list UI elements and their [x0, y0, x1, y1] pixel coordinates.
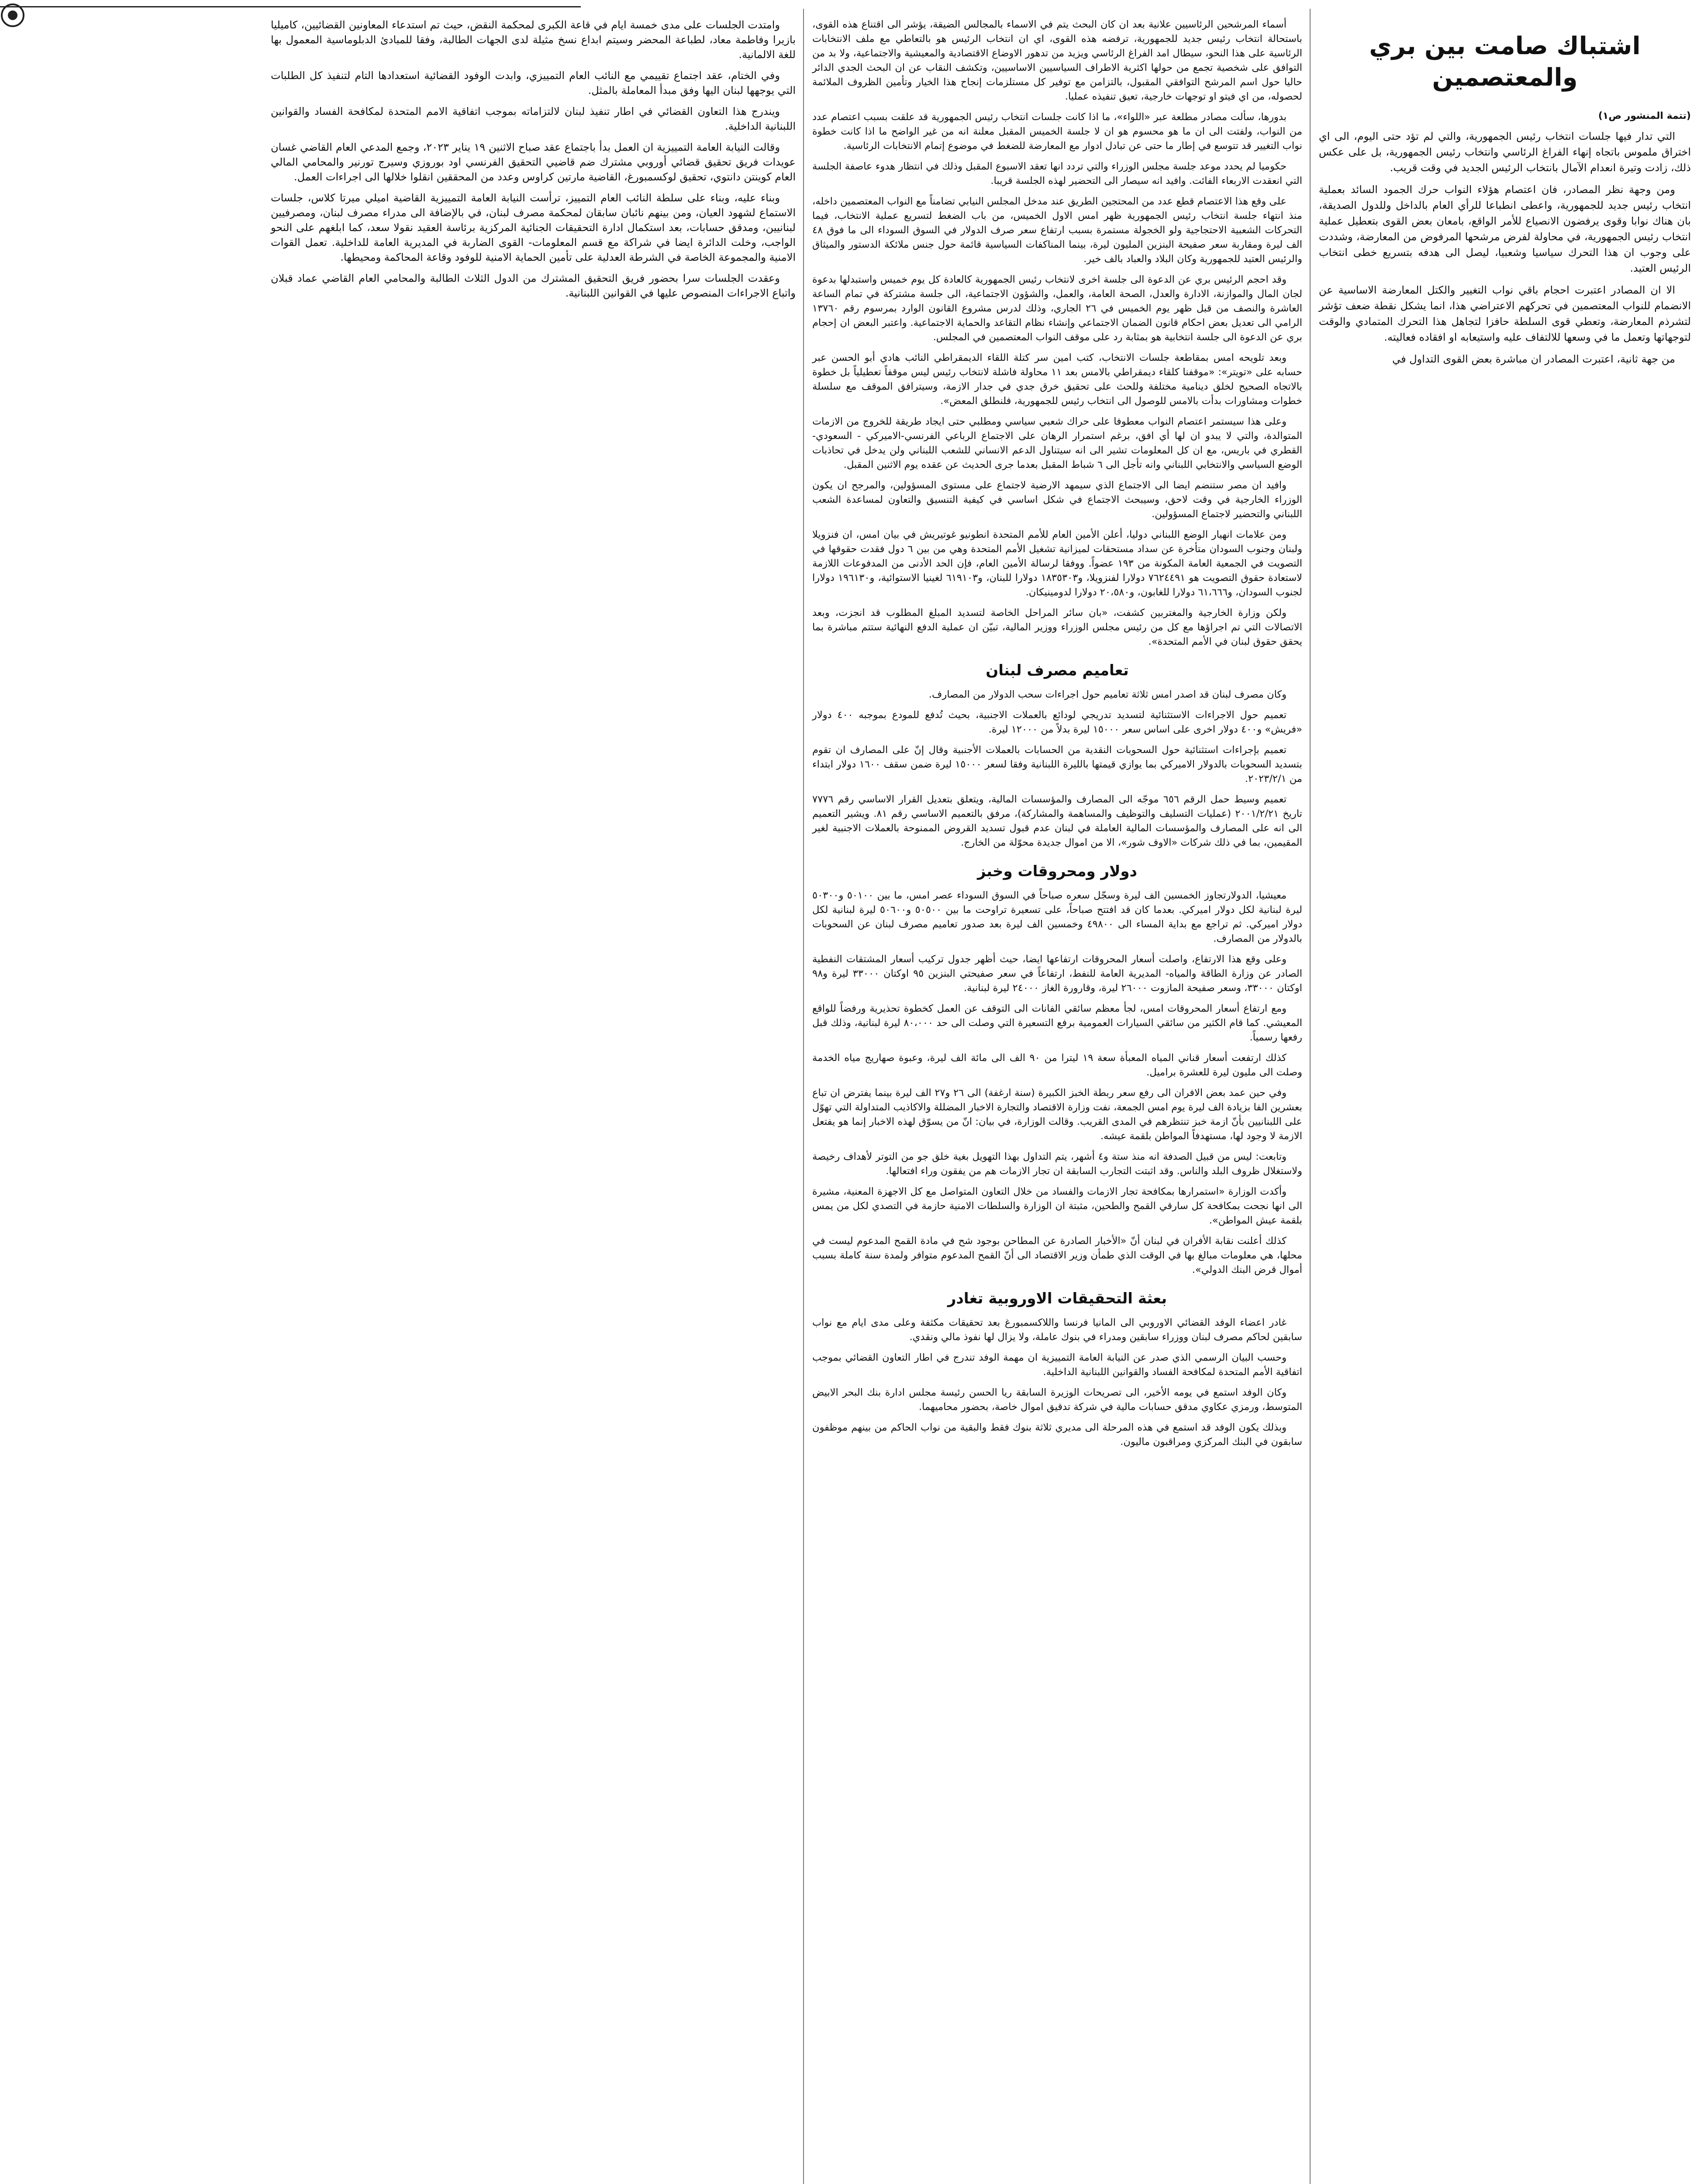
body-paragraph: على وقع هذا الاعتصام قطع عدد من المحتجين الطريق عند مدخل المجلس النيابي تضامناً مع النواب المعتصمين داخله، منذ انتهاء جلسة انتخاب رئيس الجمهورية ظهر امس الاول الخميس، من باب الضغط لتسريع عملية الانتخاب، فيما التحركات الشعبية الاحتجاجية ولو الخجولة مستمرة بسبب ارتفاع سعر صرف الدولار في السوق السوداء الى ما فوق ٤٨ الف ليرة ومقاربة سعر صفيحة البنزين المليون ليرة، بينما المناكفات السياسية قائمة حول جنس ملائكة الدستور والميثاق والرئيس العتيد للجمهورية وكان البلاد والعباد بالف خير. [812, 196, 1302, 265]
column-continuation [265, 17, 802, 2184]
body-paragraph: وكان الوفد استمع في يومه الأخير، الى تصريحات الوزيرة السابقة ريا الحسن رئيسة مجلس ادارة بنك البحر الابيض المتوسط، ورمزي عكاوي مدقق حسابات مالية في شركة تدقيق اموال خاصة، بحضور محاميهما. [812, 1387, 1302, 1413]
body-paragraph: وعلى هذا سيستمر اعتصام النواب معطوفا على حراك شعبي سياسي ومطلبي حتى ايجاد طريقة للخروج من الازمات المتوالدة، والتي لا يبدو ان لها أي افق، برغم استمرار الرهان على الاجتماع الرباعي الفرنسي-الاميركي - السعودي- القطري في باريس، مع ان كل المعلومات تشير الى انه سيتناول الدعم الانساني للشعب اللبناني ولن يدخل في تحاذبات الوضع السياسي والانتخابي اللبناني وانه تأجل الى ٦ شباط المقبل بعدما جرى الحديث عن عقده يوم الاثنين المقبل. [812, 416, 1302, 470]
lead-paragraph: ومن وجهة نظر المصادر، فان اعتصام هؤلاء النواب حرك الجمود السائد بعملية انتخاب رئيس جديد للجمهورية، واعطى انطباعا للرأي العام بالداخل وللدول الصديقة، بان هناك نوابا وقوى يرفضون الانصياع للأمر الواقع، بامعان بعض القوى بتعطيل عملية انتخاب رئيس الجمهورية، في محاولة لفرض مرشحها المرفوض من المعارضة، وشددت على وجوب ان هذا التحرك سياسيا وشعبيا، ليصل الى هدفه بتسريع خطى انتخاب الرئيس العتيد. [1319, 183, 1691, 274]
body-paragraph: حكوميا لم يحدد موعد جلسة مجلس الوزراء والتي تردد انها تعقد الاسبوع المقبل وذلك في انتظار هدوء عاصفة الجلسة التي انعقدت الاربعاء الفائت. وافيد انه سيصار الى التحضير لهذه الجلسة قريبا. [812, 161, 1302, 187]
body-paragraph: ومع ارتفاع أسعار المحروقات امس، لجأ معظم سائقي الفانات الى التوقف عن العمل كخطوة تحذيرية ورفضاً للواقع المعيشي. كما قام الكثير من سائقي السيارات العمومية برفع التسعيرة التي وصلت الى حد ٨٠،٠٠٠ ليرة لبنانية، وذلك قبل رفعها رسمياً. [812, 1003, 1302, 1043]
column-divider [1310, 9, 1311, 2184]
body-paragraph: غادر اعضاء الوفد القضائي الاوروبي الى المانيا فرنسا واللاكسمبورغ بعد تحقيقات مكثفة وعلى مدى ايام مع نواب سابقين لحاكم مصرف لبنان ووزراء سابقين ومدراء في بنوك عاملة، ولا يزال لها نفوذ مالي ونقدي. [812, 1317, 1302, 1343]
body-paragraph: تعميم بإجراءات استثنائية حول السحوبات النقدية من الحسابات بالعملات الأجنبية وقال إنّ على المصارف ان تقوم بتسديد السحوبات بالدولار الاميركي بما يوازي قيمتها بالليرة اللبنانية وفقا لسعر ١٥٠٠٠ ليرة ضمن سقف ١٦٠٠ دولار ابتداء من ٢٠٢٣/٢/١. [812, 744, 1302, 784]
column-body [806, 17, 1308, 2184]
body-paragraph: وعقدت الجلسات سرا بحضور فريق التحقيق المشترك من الدول الثلاث الطالبة والمحامي العام القاضي عماد قبلان واتباع الاجراءات المنصوص عليها في القوانين اللبنانية. [271, 272, 796, 299]
body-paragraph: وفي الختام، عقد اجتماع تقييمي مع النائب العام التمييزي، وابدت الوفود القضائية استعدادها التام لتنفيذ كل الطلبات التي يوجهها لبنان اليها وفق مبدأ المعاملة بالمثل. [271, 69, 796, 97]
body-paragraph: كذلك ارتفعت أسعار قناني المياه المعبأة سعة ١٩ ليترا من ٩٠ الف الى مائة الف ليرة، وعبوة صهاريج مياه الخدمة وصلت الى مليون ليرة للعشرة براميل. [812, 1052, 1302, 1078]
column-lead [1313, 17, 1697, 2184]
lead-paragraph: من جهة ثانية، اعتبرت المصادر ان مباشرة بعض القوى التداول في [1392, 353, 1675, 365]
body-paragraph: وتابعت: ليس من قبيل الصدفة انه منذ ستة و٤ أشهر، يتم التداول بهذا التهويل بغية خلق جو من التوتر لأهداف رخيصة ولاستغلال ظروف البلد والناس. وقد اثبتت التجارب السابقة ان تجار الازمات هم من يفقون وراء افتعالها. [812, 1151, 1302, 1177]
body-paragraph: معيشيا، الدولارتجاوز الخمسين الف ليرة وسجّل سعره صباحاً في السوق السوداء عصر امس، ما بين ٥٠١٠٠ و٥٠٣٠٠ ليرة لبنانية لكل دولار اميركي. بعدما كان قد افتتح صباحاً، على تسعيرة تراوحت ما بين ٥٠٥٠٠ و٥٠٦٠٠ ليرة لبنانية لكل دولار اميركي. ثم تراجع مع بداية المساء الى ٤٩٨٠٠ وخمسين الف ليرة بعد صدور تعاميم مصرف لبنان عن السحوبات بالدولار من المصارف. [812, 890, 1302, 944]
body-paragraph: ومن علامات انهيار الوضع اللبناني دوليا، أعلن الأمين العام للأمم المتحدة انطونيو غوتيريش في بيان امس، ان فنزويلا ولبنان وجنوب السودان متأخرة عن سداد مستحقات لميزانية تشغيل الأمم المتحدة وهي من بين ٦ دول فقدت حقوقها في التصويت في الجمعية العامة المكونة من ١٩٣ عضواً. ووفقا لرسالة الأمين العام، فإن الحد الأدنى من المدفوعات اللازمة لاستعادة حقوق التصويت هو ٧٦٢٤٤٩١ دولارا لفنزويلا، و١٨٣٥٣٠٣ دولارا للبنان، و٦١٩١٠٣ لغينيا الاستوائية، و١٩٦١٣٠ دولارا لجنوب السودان، و٦١،٦٦٦ دولارا للغابون، و٢٠،٥٨٠ دولارا لدومينيكان. [812, 529, 1302, 598]
lead-paragraph: التي تدار فيها جلسات انتخاب رئيس الجمهورية، والتي لم تؤد حتى اليوم، الى اي اختراق ملموس باتجاه إنهاء الفراغ الرئاسي وانتخاب رئيس الجمهورية، بل على عكس ذلك، زادت وتيرة انعدام الآمال بانتخاب الرئيس الجديد في وقت قريب. [1319, 130, 1691, 174]
body-paragraph: وبذلك يكون الوفد قد استمع في هذه المرحلة الى مديري ثلاثة بنوك فقط والبقية من نواب الحاكم من بينهم موظفون سابقون في البنك المركزي ومراقبون ماليون. [812, 1422, 1302, 1448]
continuation-note: (تتمة المنشور ص١) [1598, 111, 1691, 121]
body-paragraph: وفي حين عمد بعض الافران الى رفع سعر ربطة الخبز الكبيرة (سنة ارغفة) الى ٢٦ و٢٧ الف ليرة بينما يفترض ان تباع بعشرين الفا بزيادة الف ليرة يوم امس الجمعة، نفت وزارة الاقتصاد والتجارة الاخبار المضللة والاكاذيب المتداولة التي تهوّل على اللبنانيين بأنّ ازمة خبز تنتظرهم في المدى القريب. وقالت الوزارة، في بيان: انّ من يسوّق لهذه الاخبار إنما هو يفتعل الازمة لا وجود لها، مستهدفاً المواطن بلقمة عيشه. [812, 1087, 1302, 1142]
body-paragraph: وكان مصرف لبنان قد اصدر امس ثلاثة تعاميم حول اجراءات سحب الدولار من المصارف. [928, 689, 1287, 700]
column-divider [803, 9, 804, 2184]
body-paragraph: وعلى وقع هذا الارتفاع، واصلت أسعار المحروقات ارتفاعها ايضا، حيث أظهر جدول تركيب أسعار المشتقات النفطية الصادر عن وزارة الطاقة والمياه- المديرية العامة للنفط، ارتفاعاً في سعر صفيحتي البنزين ٩٥ اوكتان ٣٣٠٠٠ ليرة و٩٨ اوكتان ٣٣٠٠٠، وسعر صفيحة المازوت ٢٦٠٠٠ ليرة، وقارورة الغاز ٢٤٠٠٠ ليرة لبنانية. [812, 954, 1302, 994]
body-paragraph: وقالت النيابة العامة التمييزية ان العمل بدأ باجتماع عقد صباح الاثنين ١٩ يناير ٢٠٢٣، وجمع المدعي العام القاضي غسان عويدات فريق تحقيق قضائي أوروبي مشترك ضم قاضيي التحقيق الفرنسي اود بوروزي وسيرج تورنير والمحامي المالي العام كوينتن دانتوي، تحقيق لوكسمبورغ، القاضية مارتين كراوس وعدد من المحققين انقلوا خلالها الى اجراءات العمل. [271, 141, 796, 183]
body-paragraph: وحسب البيان الرسمي الذي صدر عن النيابة العامة التمييزية ان مهمة الوفد تندرج في اطار التعاون القضائي بموجب اتفاقية الأمم المتحدة لمكافحة الفساد والقوانين اللبنانية الداخلية. [812, 1352, 1302, 1378]
subheading: دولار ومحروقات وخبز [977, 863, 1137, 880]
body-paragraph: وافيد ان مصر ستنضم ايضا الى الاجتماع الذي سيمهد الارضية لاجتماع على مستوى المسؤولين، والمرجح ان يكون الوزراء الخارجية في وقت لاحق، وسيبحث الاجتماع في شكل اساسي في كيفية التنسيق والتعاون لمساعدة الشعب اللبناني والتحضير لاجتماع المسؤولين. [812, 480, 1302, 520]
body-paragraph: ولكن وزارة الخارجية والمغتربين كشفت، «بان سائر المراحل الخاصة لتسديد المبلغ المطلوب قد انجزت، وبعد الاتصالات التي تم اجراؤها مع كل من رئيس مجلس الوزراء ووزير المالية، تبيّن ان عملية الدفع النهائية ستتم مباشرة بما يحقق حقوق لبنان في الأمم المتحدة». [812, 607, 1302, 647]
article-headline: اشتباك صامت بين بري والمعتصمين [1369, 32, 1641, 92]
body-paragraph: بدورها، سألت مصادر مطلعة عبر «اللواء»، ما اذا كانت جلسات انتخاب رئيس الجمهورية قد علقت بسبب اعتصام عدد من النواب، ولفتت الى ان ما هو محسوم هو ان لا جلسة الخميس المقبل معلنة انه من غير الواضح ما اذا كانت خطوة نواب التغيير قد تتوسع في إطار ما حتى عن تبادل ادوار مع المعارضة للضغط في موضوع إتمام الانتخابات الرئاسية. [812, 111, 1302, 152]
body-paragraph: تعميم وسيط حمل الرقم ٦٥٦ موجّه الى المصارف والمؤسسات المالية، ويتعلق بتعديل القرار الاساسي رقم ٧٧٧٦ تاريخ ٢٠٠١/٢/٢١ (عمليات التسليف والتوظيف والمساهمة والمشاركة)، مرفق بالتعميم الاساسي رقم ٨١. ويشير التعميم الى انه على المصارف والمؤسسات المالية العاملة في لبنان عدم قبول تسديد القروض الممنوحة بالعملات الاجنبية لغير المقيمين، بما في ذلك شركات «الاوف شور»، الا من اموال جديدة محوّلة من الخارج. [812, 794, 1303, 848]
lead-paragraph: الا ان المصادر اعتبرت احجام باقي نواب التغيير والكتل المعارضة الاساسية عن الانضمام للنواب المعتصمين في تحركهم الاعتراضي هذا، انما يشكل نقطة ضعف تؤشر لتشرذم المعارضة، وتعطي قوى السلطة حافزا لتجاهل هذا التحرك المتمادي والوقت لتوجهاتها وتعمل ما في وسعها للالتفاف عليه واستيعابه او افقاده فعاليته. [1319, 284, 1691, 343]
body-paragraph: وقد احجم الرئيس بري عن الدعوة الى جلسة اخرى لانتخاب رئيس الجمهورية كالعادة كل يوم خميس واستبدلها بدعوة لجان المال والموازنة، الادارة والعدل، الصحة العامة، والعمل، والشؤون الاجتماعية، الى جلسة مشتركة في تمام الساعة العاشرة والنصف من قبل ظهر يوم الخميس في ٢٦ الجاري، وذلك لدرس مشروع القانون الوارد بمرسوم رقم ١٣٧٦٠ الرامي الى تعديل بعض احكام قانون الضمان الاجتماعي وإنشاء نظام التقاعد والحماية الاجتماعية. واعتبر البعض ان إحجام بري عن الدعوة الى جلسة انتخابية هو بمثابة رد على موقف النواب المعتصمين في المجلس. [812, 274, 1302, 343]
body-paragraph: أسماء المرشحين الرئاسيين علانية بعد ان كان البحث يتم في الاسماء بالمجالس الضيقة، يؤشر الى اقتناع هذه القوى، باستحالة انتخاب رئيس جديد للجمهورية، ترفضه هذه القوى، اي ان انتخاب الرئيس هو بالتعاطي مع ملف الانتخابات الرئاسية على هذا النحو، سيطال امد الفراغ الرئاسي ويزيد من تدهور الاوضاع الاقتصادية والمعيشية والاجتماعية، ولا بد من التوافق على شخصية تجمع من حولها اكثرية الاطراف السياسيين الاساسيين، وتكشف النقاب عن ان البحث الجدي الدائر حاليا حول اسم المرشح التوافقي المقبول، بالتزامن مع توفير كل مستلزمات إنجاح هذا الخيار وتأمين الظروف الملائمة لحصوله، من اي فيتو او توجهات خارجية، تعيق تنفيذه عمليا. [812, 19, 1302, 102]
body-paragraph: وأكدت الوزارة «استمرارها بمكافحة تجار الازمات والفساد من خلال التعاون المتواصل مع كل الاجهزة المعنية، مشيرة الى انها نجحت بمكافحة كل سارقي القمح والطحين، مثبتة ان الوزارة والسلطات الامنية حازمة في التصدي لكل من يمس بلقمة عيش المواطن». [812, 1186, 1302, 1226]
body-paragraph: وامتدت الجلسات على مدى خمسة ايام في قاعة الكبرى لمحكمة النقض، حيث تم استدعاء المعاونين القضائيين، كاميليا بازيرا وفاطمة معاد، لطباعة المحضر وسيتم ابداع نسخ مثيلة لدى الجهات الطالبة، وفقا للمبادئ الدبلوماسية المعمول بها للغة الالمانية. [271, 19, 796, 61]
publication-logo-icon [1, 3, 24, 27]
subheading: تعاميم مصرف لبنان [986, 662, 1129, 679]
body-paragraph: وبناء عليه، وبناء على سلطة النائب العام التمييز، ترأست النيابة العامة التمييزية القاضية اميلي ميرتا كلاس، جلسات الاستماع لشهود العيان، ومن بينهم نائبان سابقان لمحكمة مصرف لبنان، في بالإضافة الى مدراء مصرف لبنان، ومصرفيين لبنانيين، ومدقق حسابات، بعد استكمال ادارة التحقيقات الجنائية المركزية برئاسة العقيد نقولا سعد، كما ابلغهم على النحو الواجب، وخلت الدائرة ايضا في شراكة مع قسم المعلومات- القوى الضاربة في المديرية العامة للداخلية. تعمل القوات الامنية والمجموعة الخاصة في الشرطة العدلية على تأمين الحماية الامنية للوفود وقاعة المحاكمة ومحيطها. [271, 192, 796, 263]
body-paragraph: ويندرج هذا التعاون القضائي في اطار تنفيذ لبنان لالتزاماته بموجب اتفاقية الامم المتحدة لمكافحة الفساد والقوانين اللبنانية الداخلية. [271, 105, 796, 132]
body-paragraph: تعميم حول الاجراءات الاستثنائية لتسديد تدريجي لودائع بالعملات الاجنبية، بحيث تُدفع للمودع بموجبه ٤٠٠ دولار «فريش» و٤٠٠ دولار اخرى على اساس سعر ١٥٠٠٠ ليرة بدلاً من ١٢٠٠٠ ليرة. [812, 709, 1302, 735]
body-paragraph: كذلك أعلنت نقابة الأفران في لبنان أنّ «الأخبار الصادرة عن المطاحن بوجود شح في مادة القمح المدعوم ليست في محلها، هي معلومات مبالغ بها في الوقت الذي طمأن وزير الاقتصاد الى أنّ القمح المدعوم متوافر ولمدة سنة كاملة بسبب أموال قرض البنك الدولي». [812, 1235, 1302, 1275]
subheading: بعثة التحقيقات الاوروبية تغادر [947, 1290, 1167, 1307]
body-paragraph: وبعد تلويحه امس بمقاطعة جلسات الانتخاب، كتب امين سر كتلة اللقاء الديمقراطي النائب هادي أبو الحسن عبر حسابه على «تويتر»: «موقفنا كلقاء ديمقراطي بالامس بعد ١١ محاولة فاشلة لانتخاب رئيس ليس موقفاً تعطيلياً بل خطوة بالاتجاه الصحيح لخلق دينامية مختلفة وللحث على تحقيق خرق جدي في جدار الازمة، وسيترافق الموقف مع سلسلة خطوات ومشاورات بدأت بالامس للوصول الى انتخاب رئيس للجمهورية، فلنطلق المعض». [812, 352, 1302, 407]
top-rule [0, 6, 581, 7]
